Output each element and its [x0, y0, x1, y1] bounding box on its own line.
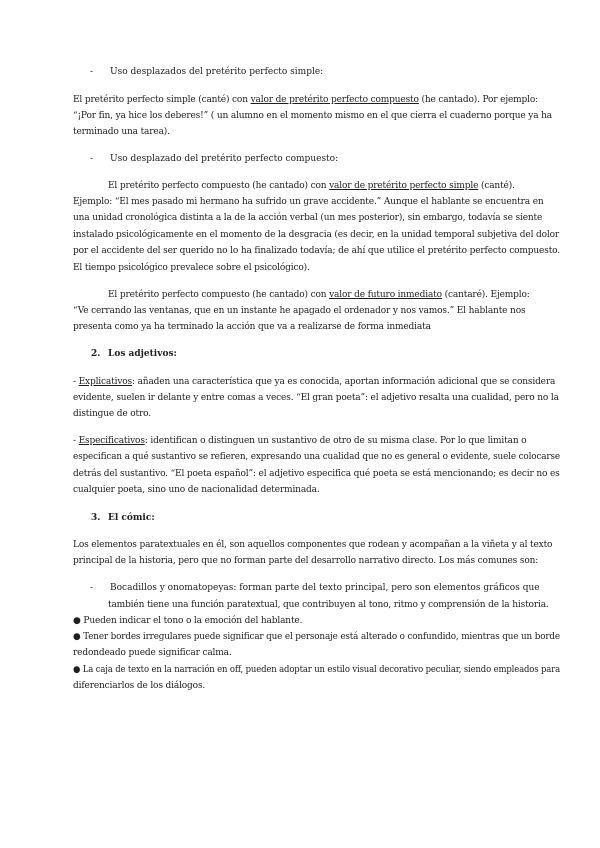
text-run: (cantaré). Ejemplo: [441, 290, 530, 300]
comic-item-line1 [90, 584, 540, 593]
comic-bullet-1: ● Pueden indicar el tono o la emoción del hablante. [73, 616, 303, 626]
text-run: - [73, 377, 79, 387]
heading-number: 2. [91, 349, 101, 359]
section2-p1-line6: El tiempo psicológico prevalece sobre el psicológico). [73, 263, 310, 273]
section1-p1-line2: “¡Por fin, ya hice los deberes!” ( un alumno en el momento mismo en el que cierra el cuaderno porque ya ha [73, 111, 552, 121]
section2-p2-line1 [108, 291, 530, 300]
especificativos-line3: detrás del sustantivo. “El poeta español”: el adjetivo especifica qué poeta se está mencionando; es decir no es [73, 469, 560, 479]
comic-intro-line1: Los elementos paratextuales en él, son aquellos componentes que rodean y acompañan a la viñeta y al texto [73, 540, 553, 550]
heading-adjetivos [91, 350, 177, 359]
section2-p2-line2: “Ve cerrando las ventanas, que en un instante he apagado el ordenador y nos vamos.” El hablante nos [73, 306, 526, 316]
section2-p1-line1 [108, 182, 515, 191]
underlined-term: valor de pretérito perfecto compuesto [250, 95, 419, 105]
section2-p1-line2: Ejemplo: “El mes pasado mi hermano ha sufrido un grave accidente.” Aunque el hablante se encuentra en [73, 197, 544, 207]
section2-p2-line3: presenta como ya ha terminado la acción que va a realizarse de forma inmediata [73, 322, 431, 332]
especificativos-line4: cualquier poeta, sino uno de nacionalidad determinada. [73, 485, 320, 495]
section2-p1-line5: por el accidente del ser querido no lo ha finalizado todavía; de ahí que utilice el pretérito perfecto compuesto. [73, 246, 560, 256]
text-run: (he cantado). Por ejemplo: [418, 95, 539, 105]
heading-title: Los adjetivos: [108, 349, 177, 359]
heading-title: El cómic: [108, 513, 155, 523]
comic-bullet-2-line2: redondeado puede significar calma. [73, 648, 232, 658]
underlined-term: Explicativos [78, 377, 132, 387]
dash-marker: - [90, 583, 94, 593]
heading-number: 3. [91, 513, 101, 523]
explicativos-line3: distingue de otro. [73, 409, 152, 419]
section1-p1-line1 [73, 96, 538, 105]
underlined-term: valor de pretérito perfecto simple [329, 181, 479, 191]
text-run: El pretérito perfecto simple (canté) con [73, 95, 251, 105]
explicativos-line1 [73, 378, 555, 387]
especificativos-line1 [73, 437, 526, 446]
explicativos-line2: evidente, suelen ir delante y entre comas a veces. “El gran poeta”: el adjetivo resalta una cualidad, pero no la [73, 393, 559, 403]
text-run: (canté). [478, 181, 515, 191]
especificativos-line2: especifican a qué sustantivo se refieren, expresando una cualidad que no es general o evidente, suele colocarse [73, 452, 560, 462]
comic-bullet-3-line2: diferenciarlos de los diálogos. [73, 681, 206, 691]
comic-bullet-2-line1: ● Tener bordes irregulares puede significar que el personaje está alterado o confundido, mientras que un borde [73, 632, 560, 642]
heading-comic [91, 514, 155, 523]
section1-title [90, 68, 323, 77]
text-run: El pretérito perfecto compuesto (he cantado) con [108, 181, 330, 191]
underlined-term: Especificativos [78, 436, 145, 446]
dash-marker: - [90, 154, 94, 164]
comic-bullet-3-line1: ● La caja de texto en la narración en off, pueden adoptar un estilo visual decorativo peculiar, siendo empleados para [73, 665, 560, 675]
comic-intro-line2: principal de la historia, pero que no forman parte del desarrollo narrativo directo. Los más comunes son: [73, 556, 539, 566]
section2-title-text: Uso desplazado del pretérito perfecto compuesto: [110, 154, 339, 164]
dash-marker: - [90, 67, 94, 77]
text-run: : identifican o distinguen un sustantivo de otro de su misma clase. Por lo que limitan o [144, 436, 527, 446]
underlined-term: valor de futuro inmediato [329, 290, 442, 300]
text-run: : añaden una característica que ya es conocida, aportan información adicional que se considera [132, 377, 556, 387]
comic-item-line2: también tiene una función paratextual, que contribuyen al tono, ritmo y comprensión de la historia. [108, 600, 549, 610]
section2-title [90, 155, 338, 164]
section1-title-text: Uso desplazados del pretérito perfecto simple: [110, 67, 324, 77]
comic-item-text: Bocadillos y onomatopeyas: forman parte del texto principal, pero son elementos gráficos que [110, 583, 540, 593]
text-run: El pretérito perfecto compuesto (he cantado) con [108, 290, 330, 300]
section1-p1-line3: terminado una tarea). [73, 127, 170, 137]
text-run: - [73, 436, 79, 446]
section2-p1-line4: instalado psicológicamente en el momento de la desgracia (es decir, en la unidad temporal subjetiva del dolor [73, 230, 560, 240]
section2-p1-line3: una unidad cronológica distinta a la de la acción verbal (un mes posterior), sin embargo, todavía se siente [73, 213, 543, 223]
